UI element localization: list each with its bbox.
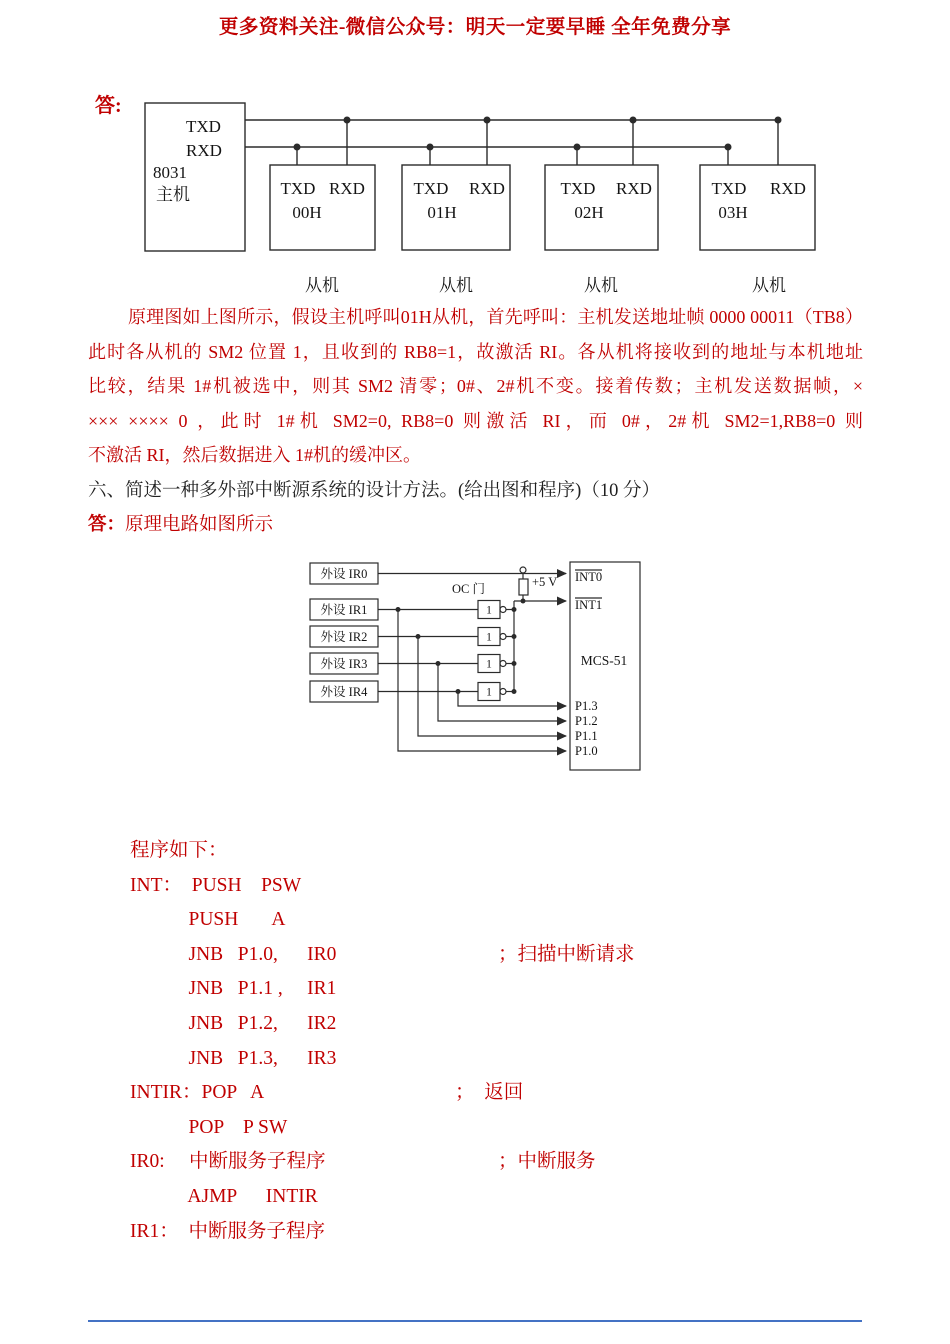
slave-role-label: 从机 <box>305 276 339 295</box>
inverter-gate-3 <box>478 655 506 673</box>
program-line <box>130 1111 860 1146</box>
program-code: JNB P1.3, IR3 <box>130 1047 337 1069</box>
gate-symbol: 1 <box>486 686 492 699</box>
serial-bus-wires <box>245 120 778 165</box>
program-line <box>130 1076 860 1111</box>
peripheral-box-4 <box>310 681 378 702</box>
supply-label: +5 V <box>532 575 558 589</box>
program-code: JNB P1.1 , IR1 <box>130 978 337 1000</box>
circuit-junction-dots <box>396 599 526 695</box>
program-line <box>130 1180 860 1215</box>
pullup-resistor <box>519 567 557 601</box>
peripheral-label: 外设 IR1 <box>320 603 368 617</box>
question-6-heading: 六、简述一种多外部中断源系统的设计方法。(给出图和程序)（10 分） <box>88 481 660 501</box>
slave-box-1 <box>402 165 510 295</box>
mcu-box <box>570 562 640 770</box>
program-line <box>130 972 860 1007</box>
slave-txd-pin: TXD <box>280 179 316 198</box>
program-comment: ；扫描中断请求 <box>498 943 635 965</box>
inverter-gate-1 <box>478 601 506 619</box>
program-comment: ； 返回 <box>455 1082 524 1104</box>
peripheral-label: 外设 IR0 <box>320 567 368 581</box>
program-listing <box>130 834 860 1249</box>
program-line <box>130 903 860 938</box>
oc-gate-group-label: OC 门 <box>452 582 485 596</box>
slave-address: 00H <box>292 203 322 222</box>
paragraph-line: ××× ×××× 0 ，此时 1#机 SM2=0, RB8=0 则激活 RI，而 0#，2#机 SM2=1,RB8=0 则 <box>88 410 863 431</box>
page-footer-line <box>88 1320 862 1322</box>
answer-1-label: 答: <box>95 95 122 117</box>
program-line <box>130 1215 860 1250</box>
program-line <box>130 869 860 904</box>
page-header-note: 更多资料关注-微信公众号：明天一定要早睡 全年免费分享 <box>218 17 732 38</box>
interrupt-circuit-diagram <box>0 553 950 788</box>
pin-int0: INT0 <box>575 570 603 584</box>
program-line <box>130 1042 860 1077</box>
peripheral-box-2 <box>310 626 378 647</box>
master-role-label: 主机 <box>156 185 190 204</box>
slave-rxd-pin: RXD <box>770 179 806 198</box>
inverter-gate-4 <box>478 683 506 701</box>
answer-2-text: 原理电路如图所示 <box>125 515 274 535</box>
pin-int1: INT1 <box>575 598 603 612</box>
pin-p11: P1.1 <box>575 729 598 743</box>
program-line <box>130 1007 860 1042</box>
program-code: JNB P1.0, IR0 <box>130 943 337 965</box>
slave-rxd-pin: RXD <box>469 179 505 198</box>
mcu-label: MCS-51 <box>580 653 628 668</box>
paragraph-line: 此时各从机的 SM2 位置 1，且收到的 RB8=1，故激活 RI。各从机将接收到的地址与本机地址 <box>88 341 863 362</box>
master-txd-pin: TXD <box>186 117 221 136</box>
slave-role-label: 从机 <box>752 276 786 295</box>
gate-symbol: 1 <box>486 658 492 671</box>
peripheral-label: 外设 IR3 <box>320 657 368 671</box>
peripheral-box-0 <box>310 563 378 584</box>
program-code: JNB P1.2, IR2 <box>130 1012 337 1034</box>
program-line <box>130 1145 860 1180</box>
program-code: AJMP INTIR <box>130 1185 318 1207</box>
slave-txd-pin: TXD <box>711 179 747 198</box>
program-code: INTIR：POP A <box>130 1082 265 1104</box>
circuit-wires <box>378 574 566 752</box>
peripheral-label: 外设 IR2 <box>320 630 368 644</box>
program-line <box>130 938 860 973</box>
slave-role-label: 从机 <box>584 276 618 295</box>
pin-p12: P1.2 <box>575 714 598 728</box>
slave-rxd-pin: RXD <box>329 179 365 198</box>
junction-dots <box>294 117 782 151</box>
serial-multidrop-diagram <box>0 100 950 305</box>
program-code: IR1： 中断服务子程序 <box>130 1220 326 1242</box>
master-box <box>145 103 245 251</box>
slave-address: 03H <box>718 203 748 222</box>
slave-role-label: 从机 <box>439 276 473 295</box>
program-code: POP P SW <box>130 1116 288 1138</box>
peripheral-label: 外设 IR4 <box>320 685 368 699</box>
inverter-gate-2 <box>478 628 506 646</box>
slave-address: 02H <box>574 203 604 222</box>
slave-rxd-pin: RXD <box>616 179 652 198</box>
gate-symbol: 1 <box>486 604 492 617</box>
explanation-paragraph <box>88 300 863 473</box>
paragraph-line: 比较，结果 1#机被选中，则其 SM2 清零；0#、2#机不变。接着传数；主机发送数据帧，× <box>88 376 863 397</box>
answer-2 <box>88 510 273 536</box>
paragraph-line: 不激活 RI，然后数据进入 1#机的缓冲区。 <box>88 445 421 466</box>
program-code: PUSH A <box>130 909 286 931</box>
answer-2-label: 答： <box>88 515 126 535</box>
gate-symbol: 1 <box>486 631 492 644</box>
paragraph-line: 原理图如上图所示，假设主机呼叫01H从机，首先呼叫：主机发送地址帧 0000 00011（TB8） <box>128 307 863 327</box>
program-comment: ；中断服务 <box>498 1151 596 1173</box>
master-chip-label: 8031 <box>153 163 187 182</box>
slave-box-3 <box>700 165 815 295</box>
master-rxd-pin: RXD <box>186 141 222 160</box>
supply-terminal <box>520 567 526 573</box>
program-line <box>130 834 860 869</box>
pin-p10: P1.0 <box>575 744 598 758</box>
slave-address: 01H <box>427 203 457 222</box>
program-code: IR0: 中断服务子程序 <box>130 1151 326 1173</box>
program-code: 程序如下： <box>130 840 228 861</box>
pin-p13: P1.3 <box>575 699 598 713</box>
peripheral-box-3 <box>310 653 378 674</box>
program-code: INT： PUSH PSW <box>130 874 302 896</box>
slave-txd-pin: TXD <box>560 179 596 198</box>
peripheral-box-1 <box>310 599 378 620</box>
slave-txd-pin: TXD <box>413 179 449 198</box>
slave-box-2 <box>545 165 658 295</box>
slave-box-0 <box>270 165 375 295</box>
